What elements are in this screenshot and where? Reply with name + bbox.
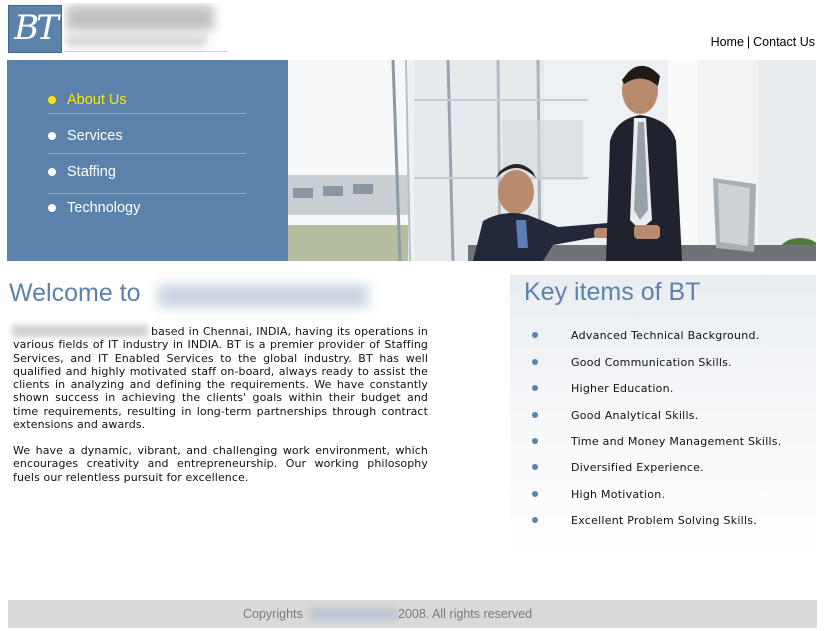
list-item-text: High Motivation. xyxy=(571,488,666,501)
list-item xyxy=(510,381,816,399)
banner-photo xyxy=(288,60,816,261)
nav-separator: | xyxy=(746,35,751,49)
welcome-heading: Welcome to xyxy=(9,279,141,307)
list-item-text: Good Communication Skills. xyxy=(571,356,732,369)
dot-icon xyxy=(532,332,538,338)
footer xyxy=(8,600,817,628)
copyright-year: 2008. All rights reserved xyxy=(398,607,533,621)
top-nav xyxy=(711,35,815,49)
dot-icon xyxy=(532,412,538,418)
dot-icon xyxy=(532,438,538,444)
list-item-text: Advanced Technical Background. xyxy=(571,329,760,342)
company-name-redacted xyxy=(158,285,368,307)
list-item-text: Excellent Problem Solving Skills. xyxy=(571,514,757,527)
key-items-panel xyxy=(510,275,816,560)
dot-icon xyxy=(532,491,538,497)
nav-contact-link[interactable]: Contact Us xyxy=(753,35,815,49)
list-item-text: Time and Money Management Skills. xyxy=(571,435,782,448)
list-item xyxy=(510,460,816,478)
list-item xyxy=(510,434,816,452)
list-item xyxy=(510,328,816,346)
menu-item-label: Staffing xyxy=(67,164,116,180)
company-name-redacted xyxy=(64,3,227,52)
list-item xyxy=(510,513,816,531)
menu-item-services[interactable] xyxy=(48,118,246,154)
banner xyxy=(7,60,816,261)
menu-divider xyxy=(48,113,246,114)
list-item-text: Higher Education. xyxy=(571,382,674,395)
dot-icon xyxy=(532,385,538,391)
list-item xyxy=(510,408,816,426)
logo[interactable] xyxy=(8,5,62,53)
philosophy-paragraph: We have a dynamic, vibrant, and challenging work environment, which encourages creativity and entrepreneurship. Our working philosophy fuels our relentless pursuit for excellence. xyxy=(13,444,428,484)
nav-home-link[interactable]: Home xyxy=(710,35,744,49)
list-item-text: Good Analytical Skills. xyxy=(571,409,699,422)
menu-item-label: Technology xyxy=(67,200,141,216)
dot-icon xyxy=(532,464,538,470)
logo-text: BT xyxy=(14,8,56,48)
dot-icon xyxy=(48,168,56,176)
dot-icon xyxy=(48,132,56,140)
intro-paragraph: based in Chennai, INDIA, having its operations in various fields of IT industry in INDIA. BT is a premier provider of Staffing Services, and IT Enabled Services to the global industry. BT has well qualified and highly motivated staff on-board, always ready to assist the clients in analyzing and defining the requirements. We have constantly shown success in achieving the clients' goals within their budget and time requirements, resulting in long-term partnerships through contract extensions and awards. xyxy=(13,325,428,432)
menu-item-label: Services xyxy=(67,128,123,144)
dot-icon xyxy=(48,96,56,104)
menu-item-label: About Us xyxy=(67,92,127,108)
company-name-redacted xyxy=(310,608,398,620)
menu-item-technology[interactable] xyxy=(48,190,246,226)
menu-item-staffing[interactable] xyxy=(48,154,246,190)
list-item xyxy=(510,487,816,505)
side-menu xyxy=(7,60,288,261)
office-scene-illustration xyxy=(288,60,816,261)
copyright-label: Copyrights xyxy=(243,607,303,621)
list-item-text: Diversified Experience. xyxy=(571,461,704,474)
dot-icon xyxy=(532,359,538,365)
key-items-heading: Key items of BT xyxy=(524,278,701,306)
dot-icon xyxy=(48,204,56,212)
dot-icon xyxy=(532,517,538,523)
list-item xyxy=(510,355,816,373)
